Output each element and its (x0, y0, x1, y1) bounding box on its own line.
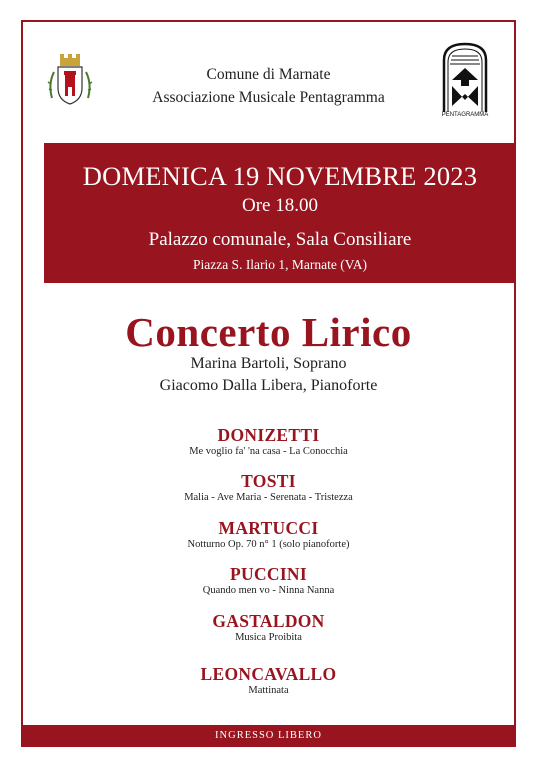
program-works: Quando men vo - Ninna Nanna (202, 585, 335, 596)
program-composer: DONIZETTI (217, 425, 320, 445)
program-composer: TOSTI (241, 471, 296, 491)
program-composer: GASTALDON (212, 611, 325, 631)
free-entry-footer: INGRESSO LIBERO (21, 725, 516, 747)
event-banner (44, 143, 516, 283)
event-venue: Palazzo comunale, Sala Consiliare (148, 229, 412, 250)
program-works: Notturno Op. 70 n° 1 (solo pianoforte) (187, 539, 350, 550)
program-works: Mattinata (248, 685, 289, 696)
performer-soprano: Marina Bartoli, Soprano (190, 355, 347, 372)
program-composer: PUCCINI (230, 564, 307, 584)
concert-title: Concerto Lirico (125, 309, 412, 355)
organizer-comune: Comune di Marnate (206, 66, 331, 83)
program-works: Musica Proibita (235, 632, 302, 643)
coat-of-arms-icon (46, 54, 94, 110)
pentagramma-logo-icon (438, 42, 492, 118)
program-works: Malia - Ave Maria - Serenata - Tristezza (184, 492, 353, 503)
logo-text: PENTAGRAMMA (441, 112, 489, 118)
event-time: Ore 18.00 (242, 195, 318, 216)
program-composer: MARTUCCI (218, 518, 319, 538)
organizer-association: Associazione Musicale Pentagramma (152, 89, 385, 106)
event-address: Piazza S. Ilario 1, Marnate (VA) (192, 257, 368, 272)
performer-pianist: Giacomo Dalla Libera, Pianoforte (159, 377, 378, 394)
event-date: DOMENICA 19 NOVEMBRE 2023 (82, 161, 478, 191)
program-works: Me voglio fa' 'na casa - La Conocchia (189, 446, 348, 457)
program-composer: LEONCAVALLO (200, 664, 337, 684)
